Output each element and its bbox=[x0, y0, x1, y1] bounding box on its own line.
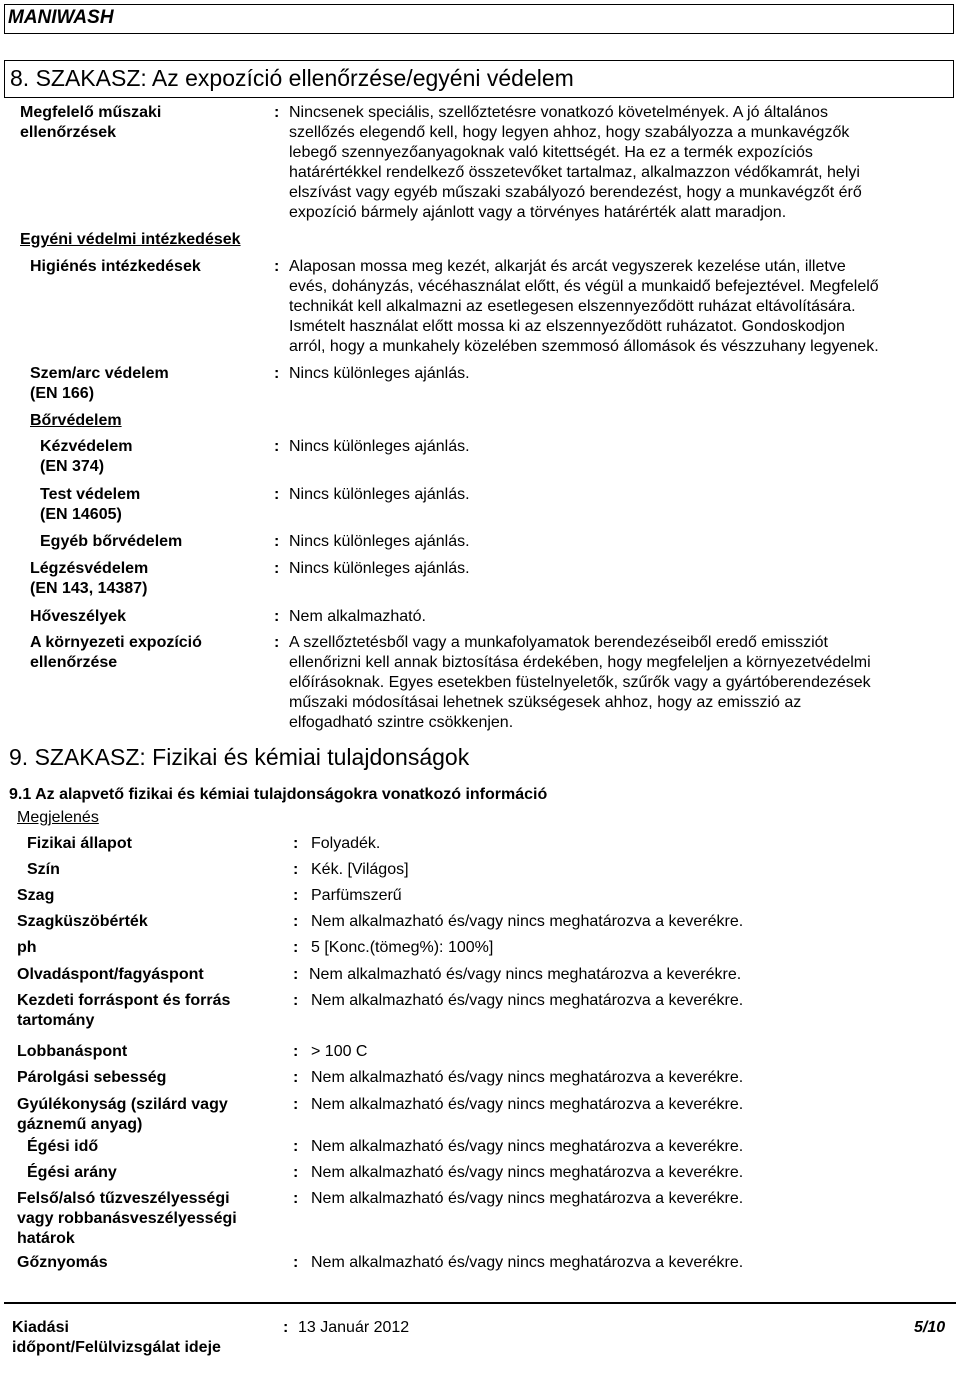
property-value-odor-threshold: Nem alkalmazható és/vagy nincs meghatározva a keverékre. bbox=[311, 913, 744, 930]
colon: : bbox=[293, 992, 299, 1009]
colon: : bbox=[274, 486, 280, 503]
colon: : bbox=[274, 560, 280, 577]
property-value-flammability: Nem alkalmazható és/vagy nincs meghatározva a keverékre. bbox=[311, 1096, 744, 1113]
tech-controls-label: Megfelelő műszaki ellenőrzések bbox=[20, 104, 162, 141]
respiratory-protection-value: Nincs különleges ajánlás. bbox=[289, 560, 470, 577]
other-skin-protection-label: Egyéb bőrvédelem bbox=[40, 533, 183, 550]
property-value-color: Kék. [Világos] bbox=[311, 861, 409, 878]
property-label-burning-time: Égési idő bbox=[27, 1138, 99, 1155]
body-protection-value: Nincs különleges ajánlás. bbox=[289, 486, 470, 503]
property-label-melting-point: Olvadáspont/fagyáspont bbox=[17, 966, 204, 983]
tech-controls-value: Nincsenek speciális, szellőztetésre vonatkozó követelmények. A jó általános szellőzés elegendő kell, hogy legyen ahhoz, hogy szabályozza a munkavégzők lebegő szennyezőanyagoknak való kitettségét. Ha ez a termék expozíciós határértékkel rendelkező összetevőket tartalmaz, alkalmazzon védőkamrát, helyi elszívást vagy egyéb műszaki szabályozó berendezést, hogy a munkavégzőt érő expozíció bármely ajánlott vagy a törvényes határérték alatt maradjon. bbox=[289, 104, 862, 221]
colon: : bbox=[274, 634, 280, 651]
property-value-odor: Parfümszerű bbox=[311, 887, 402, 904]
environmental-exposure-value: A szellőztetésből vagy a munkafolyamatok berendezéseiből eredő emissziót ellenőrizni kell annak biztosítása érdekében, hogy megfeleljen a környezetvédelmi előírásoknak. Egyes esetekben füstelnyeletők, szűrők vagy a gyártóberendezések műszaki módosításai lehetnek szükségesek ahhoz, hogy az emisszió az elfogadható szintre csökkenjen. bbox=[289, 634, 871, 731]
property-value-boiling-point: Nem alkalmazható és/vagy nincs meghatározva a keverékre. bbox=[311, 992, 744, 1009]
property-value-ph: 5 [Konc.(tömeg%): 100%] bbox=[311, 939, 494, 956]
footer-issue-date-label: Kiadási időpont/Felülvizsgálat ideje bbox=[12, 1319, 221, 1356]
colon: : bbox=[274, 438, 280, 455]
skin-protection-heading: Bőrvédelem bbox=[30, 412, 122, 429]
property-label-evaporation-rate: Párolgási sebesség bbox=[17, 1069, 167, 1086]
property-value-flash-point: > 100 C bbox=[311, 1043, 368, 1060]
thermal-hazards-label: Hőveszélyek bbox=[30, 608, 127, 625]
body-protection-label: Test védelem (EN 14605) bbox=[40, 486, 141, 523]
colon: : bbox=[293, 939, 299, 956]
property-value-physical-state: Folyadék. bbox=[311, 835, 381, 852]
personal-protection-heading: Egyéni védelmi intézkedések bbox=[20, 231, 241, 248]
colon: : bbox=[293, 1069, 299, 1086]
colon: : bbox=[293, 835, 299, 852]
colon: : bbox=[283, 1319, 289, 1336]
colon: : bbox=[274, 608, 280, 625]
eye-protection-label: Szem/arc védelem (EN 166) bbox=[30, 365, 169, 402]
colon: : bbox=[293, 1254, 299, 1271]
colon: : bbox=[293, 1096, 299, 1113]
environmental-exposure-label: A környezeti expozíció ellenőrzése bbox=[30, 634, 202, 671]
footer-divider bbox=[4, 1302, 956, 1304]
property-value-evaporation-rate: Nem alkalmazható és/vagy nincs meghatározva a keverékre. bbox=[311, 1069, 744, 1086]
property-value-burning-time: Nem alkalmazható és/vagy nincs meghatározva a keverékre. bbox=[311, 1138, 744, 1155]
section9-subtitle: 9.1 Az alapvető fizikai és kémiai tulajdonságokra vonatkozó információ bbox=[9, 786, 548, 803]
footer-page-number: 5/10 bbox=[914, 1319, 946, 1336]
eye-protection-value: Nincs különleges ajánlás. bbox=[289, 365, 470, 382]
property-label-explosive-limits: Felső/alsó tűzveszélyességi vagy robbanásveszélyességi határok bbox=[17, 1190, 237, 1247]
hand-protection-value: Nincs különleges ajánlás. bbox=[289, 438, 470, 455]
hygiene-value: Alaposan mossa meg kezét, alkarját és arcát vegyszerek kezelése után, illetve evés, dohányzás, vécéhasználat előtt, és végül a munkaidő befejeztével. Megfelelő technikát kell alkalmazni az esetlegesen elszennyeződött ruházat eltávolítására. Ismételt használat előtt mossa ki az elszennyeződött ruházatot. Gondoskodjon arról, hogy a munkahely közelében szemmosó állomások és vészzuhany legyenek. bbox=[289, 258, 879, 355]
property-value-melting-point: Nem alkalmazható és/vagy nincs meghatározva a keverékre. bbox=[309, 966, 742, 983]
property-value-burning-rate: Nem alkalmazható és/vagy nincs meghatározva a keverékre. bbox=[311, 1164, 744, 1181]
colon: : bbox=[274, 104, 280, 121]
property-label-physical-state: Fizikai állapot bbox=[27, 835, 132, 852]
colon: : bbox=[274, 533, 280, 550]
document-header-box bbox=[4, 4, 954, 34]
property-label-color: Szín bbox=[27, 861, 60, 878]
colon: : bbox=[293, 1164, 299, 1181]
property-value-vapor-pressure: Nem alkalmazható és/vagy nincs meghatározva a keverékre. bbox=[311, 1254, 744, 1271]
colon: : bbox=[293, 887, 299, 904]
other-skin-protection-value: Nincs különleges ajánlás. bbox=[289, 533, 470, 550]
product-name: MANIWASH bbox=[8, 7, 114, 28]
property-label-burning-rate: Égési arány bbox=[27, 1164, 117, 1181]
colon: : bbox=[274, 365, 280, 382]
footer-issue-date-value: 13 Január 2012 bbox=[298, 1319, 410, 1336]
property-label-flammability: Gyúlékonyság (szilárd vagy gáznemű anyag) bbox=[17, 1096, 228, 1133]
property-label-odor-threshold: Szagküszöbérték bbox=[17, 913, 148, 930]
colon: : bbox=[293, 1138, 299, 1155]
appearance-heading: Megjelenés bbox=[17, 809, 99, 826]
thermal-hazards-value: Nem alkalmazható. bbox=[289, 608, 426, 625]
colon: : bbox=[293, 1043, 299, 1060]
colon: : bbox=[293, 1190, 299, 1207]
property-label-ph: ph bbox=[17, 939, 37, 956]
colon: : bbox=[274, 258, 280, 275]
section9-title: 9. SZAKASZ: Fizikai és kémiai tulajdonságok bbox=[9, 744, 470, 770]
colon: : bbox=[293, 913, 299, 930]
property-label-vapor-pressure: Gőznyomás bbox=[17, 1254, 108, 1271]
property-label-flash-point: Lobbanáspont bbox=[17, 1043, 128, 1060]
property-label-odor: Szag bbox=[17, 887, 55, 904]
respiratory-protection-label: Légzésvédelem (EN 143, 14387) bbox=[30, 560, 149, 597]
property-value-explosive-limits: Nem alkalmazható és/vagy nincs meghatározva a keverékre. bbox=[311, 1190, 744, 1207]
hand-protection-label: Kézvédelem (EN 374) bbox=[40, 438, 133, 475]
property-label-boiling-point: Kezdeti forráspont és forrás tartomány bbox=[17, 992, 231, 1029]
section8-title: 8. SZAKASZ: Az expozíció ellenőrzése/egyéni védelem bbox=[10, 65, 574, 91]
colon: : bbox=[293, 861, 299, 878]
hygiene-label: Higiénés intézkedések bbox=[30, 258, 201, 275]
colon: : bbox=[293, 966, 299, 983]
